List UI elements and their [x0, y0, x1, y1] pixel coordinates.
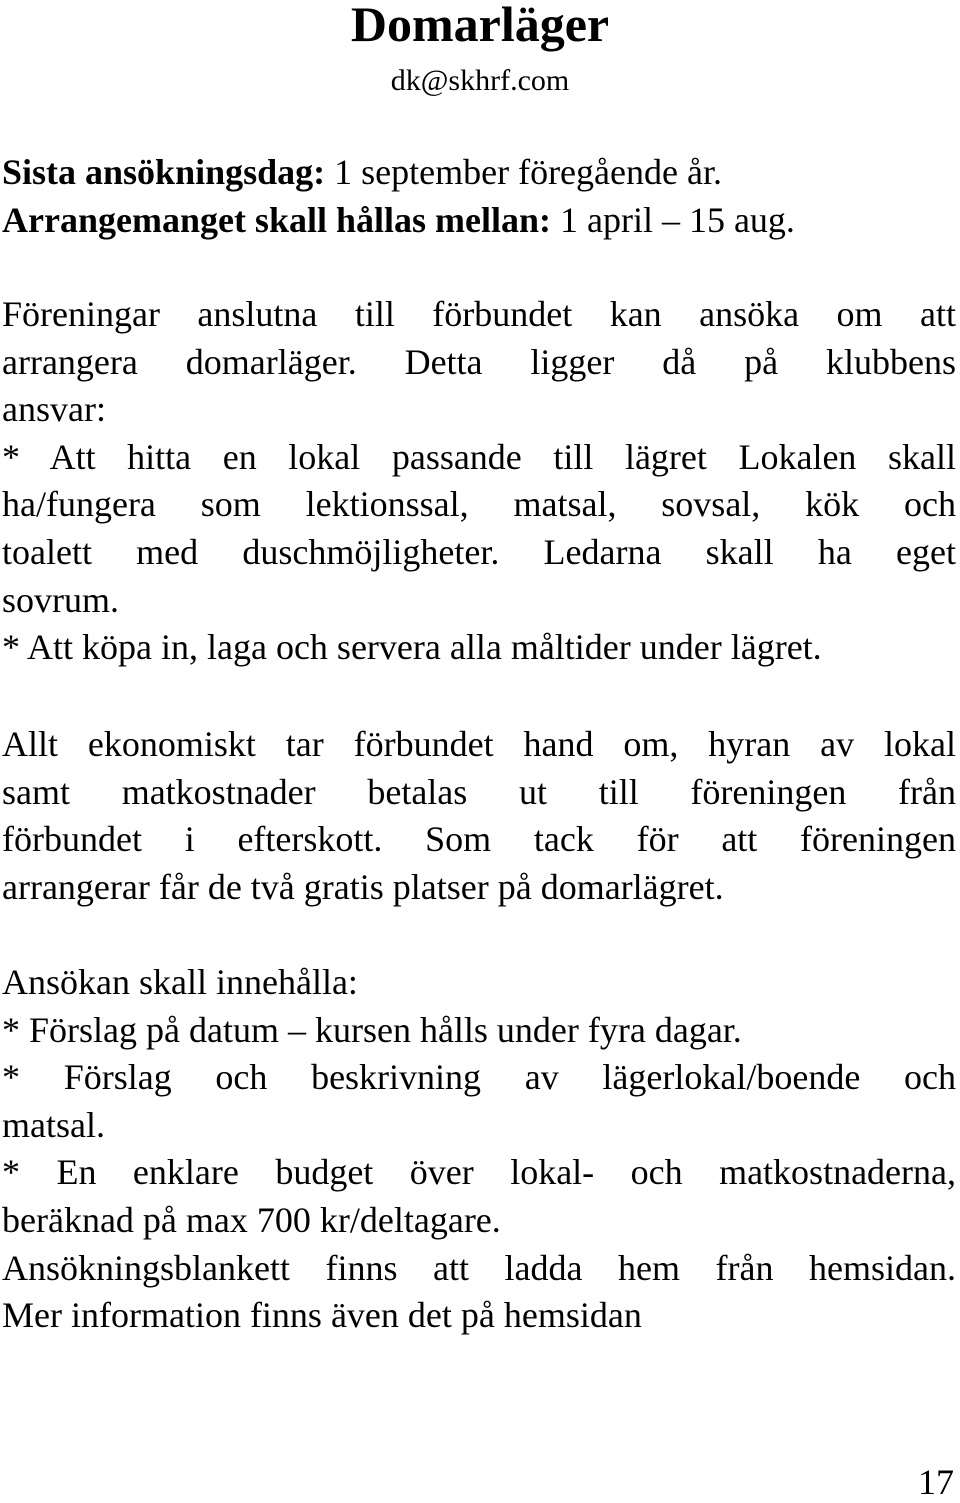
period-line [2, 197, 956, 245]
application-bullet-line: beräknad på max 700 kr/deltagare. [2, 1199, 501, 1240]
application-bullet-line: matsal. [2, 1104, 105, 1145]
intro-paragraph [2, 291, 956, 672]
intro-bullet-line: toalett med duschmöjligheter. Ledarna skall ha eget [2, 531, 956, 572]
intro-bullet-line: ha/fungera som lektionssal, matsal, sovsal, kök och [2, 484, 956, 525]
period-label: Arrangemanget skall hållas mellan: [2, 199, 551, 240]
intro-line: ansvar: [2, 389, 106, 430]
intro-bullet-line: sovrum. [2, 579, 119, 620]
deadline-value: 1 september föregående år. [325, 152, 722, 192]
economy-line: förbundet i efterskott. Som tack för att föreningen [2, 819, 956, 860]
application-form-line: Ansökningsblankett finns att ladda hem från hemsidan. [2, 1247, 956, 1288]
deadline-label: Sista ansökningsdag: [2, 152, 326, 192]
economy-line: samt matkostnader betalas ut till föreningen från [2, 771, 956, 812]
dates-section [2, 149, 956, 244]
page-number: 17 [918, 1462, 954, 1502]
page-title: Domarläger [350, 0, 610, 52]
intro-bullet-line: * Att hitta en lokal passande till lägret Lokalen skall [2, 436, 956, 477]
application-info-line: Mer information finns även det på hemsidan [2, 1295, 642, 1336]
application-bullet-line: * En enklare budget över lokal- och matkostnaderna, [2, 1152, 956, 1193]
period-value: 1 april – 15 aug. [550, 199, 795, 240]
intro-bullet-line: * Att köpa in, laga och servera alla måltider under lägret. [2, 627, 822, 668]
intro-line: Föreningar anslutna till förbundet kan ansöka om att [2, 294, 956, 334]
application-heading: Ansökan skall innehålla: [2, 962, 358, 1002]
intro-line: arrangera domarläger. Detta ligger då på klubbens [2, 341, 956, 382]
application-bullet-line: * Förslag och beskrivning av lägerlokal/boende och [2, 1057, 956, 1098]
economy-paragraph [2, 721, 956, 911]
application-bullet-line: * Förslag på datum – kursen hålls under fyra dagar. [2, 1009, 742, 1050]
economy-line: Allt ekonomiskt tar förbundet hand om, hyran av lokal [2, 724, 956, 764]
economy-line: arrangerar får de två gratis platser på domarlägret. [2, 866, 724, 907]
contact-email: dk@skhrf.com [390, 64, 570, 97]
deadline-line [2, 149, 956, 197]
application-paragraph [2, 959, 956, 1340]
